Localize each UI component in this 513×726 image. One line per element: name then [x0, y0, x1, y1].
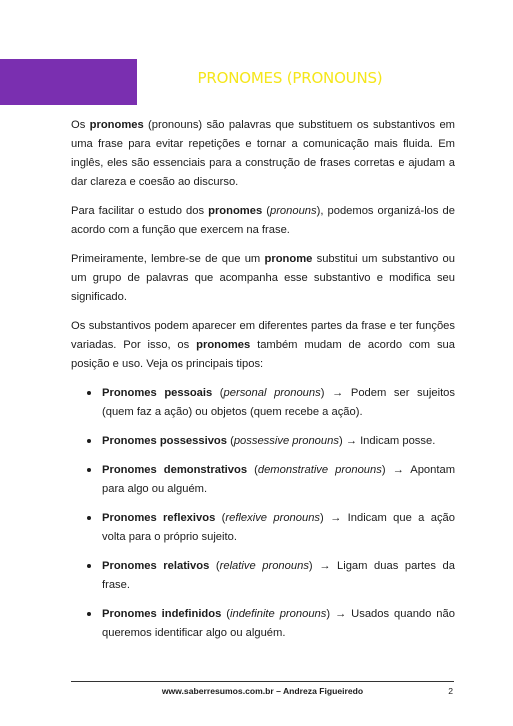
header-accent-bar — [0, 59, 137, 105]
list-item-demonstrative: Pronomes demonstrativos (demonstrative pronouns) → Apontam para algo ou alguém. — [102, 461, 455, 499]
intro-paragraph: Os pronomes (pronouns) são palavras que substituem os substantivos em uma frase para evitar repetições e tornar a comunicação mais fluida. Em inglês, eles são essenciais para a construção de frases corretas e ajudam a dar clareza e coesão ao discurso. — [71, 119, 455, 188]
term-highlight: pronome — [264, 253, 313, 265]
definition-paragraph: Primeiramente, lembre-se de que um pronome substitui um substantivo ou um grupo de palavras que acompanha esse substantivo e modifica seu significado. — [71, 253, 455, 303]
english-term: pronouns — [269, 205, 317, 217]
page-number: 2 — [448, 686, 453, 696]
footer-divider — [71, 681, 454, 682]
list-item-possessive: Pronomes possessivos (possessive pronouns) → Indicam posse. — [102, 432, 455, 451]
types-intro-paragraph: Os substantivos podem aparecer em diferentes partes da frase e ter funções variadas. Por isso, os pronomes também mudam de acordo com sua posição e uso. Veja os principais tipos: — [71, 320, 455, 370]
term-highlight: pronomes — [208, 205, 263, 217]
list-item-personal: Pronomes pessoais (personal pronouns) → Podem ser sujeitos (quem faz a ação) ou objetos (quem recebe a ação). — [102, 384, 455, 422]
footer-credit[interactable]: www.saberresumos.com.br – Andreza Figueiredo — [161, 686, 364, 696]
term-highlight: pronomes — [89, 119, 144, 131]
main-content — [71, 116, 455, 653]
list-item-relative: Pronomes relativos (relative pronouns) → Ligam duas partes da frase. — [102, 557, 455, 595]
term-highlight: pronomes — [196, 339, 251, 351]
organization-paragraph: Para facilitar o estudo dos pronomes (pronouns), podemos organizá-los de acordo com a função que exercem na frase. — [71, 205, 455, 236]
pronoun-types-list — [71, 384, 455, 643]
list-item-indefinite: Pronomes indefinidos (indefinite pronouns) → Usados quando não queremos identificar algo ou alguém. — [102, 605, 455, 643]
page-title: PRONOMES (PRONOUNS) — [197, 69, 383, 87]
list-item-reflexive: Pronomes reflexivos (reflexive pronouns) → Indicam que a ação volta para o próprio sujeito. — [102, 509, 455, 547]
